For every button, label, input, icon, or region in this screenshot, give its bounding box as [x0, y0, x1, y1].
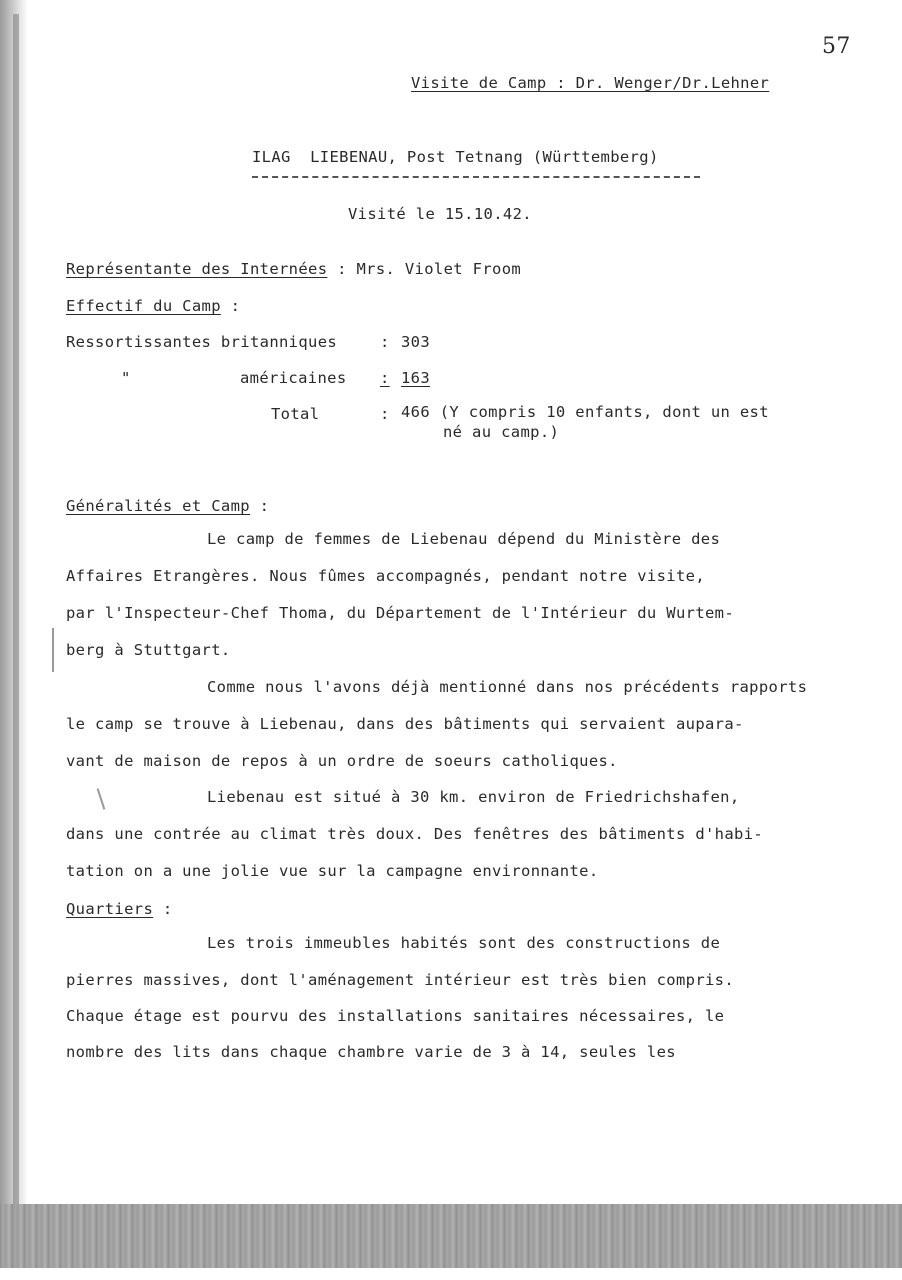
- body-line: Liebenau est situé à 30 km. environ de Friedrichshafen,: [207, 788, 740, 806]
- body-line: tation on a une jolie vue sur la campagne environnante.: [66, 862, 599, 880]
- body-line: dans une contrée au climat très doux. Des fenêtres des bâtiments d'habi-: [66, 825, 764, 843]
- body-line: le camp se trouve à Liebenau, dans des bâtiments qui servaient aupara-: [66, 715, 744, 733]
- body-line: Le camp de femmes de Liebenau dépend du Ministère des: [207, 530, 721, 548]
- camp-title: ILAG LIEBENAU, Post Tetnang (Württemberg): [252, 148, 659, 166]
- strength-heading-line: [66, 297, 240, 315]
- body-line: par l'Inspecteur-Chef Thoma, du Département de l'Intérieur du Wurtem-: [66, 604, 735, 622]
- representative-value: Mrs. Violet Froom: [356, 260, 522, 278]
- visit-date: Visité le 15.10.42.: [348, 205, 532, 223]
- generalites-heading: Généralités et Camp: [66, 497, 250, 515]
- page-number: 57: [822, 34, 851, 59]
- body-line: Chaque étage est pourvu des installations sanitaires nécessaires, le: [66, 1007, 725, 1025]
- visit-line: Visite de Camp : Dr. Wenger/Dr.Lehner: [411, 74, 770, 92]
- british-count: 303: [401, 333, 431, 351]
- body-line: berg à Stuttgart.: [66, 641, 231, 659]
- scan-speck: [97, 788, 106, 810]
- british-colon: :: [380, 333, 390, 351]
- representative-label: Représentante des Internées: [66, 260, 328, 278]
- body-line: Affaires Etrangères. Nous fûmes accompagnés, pendant notre visite,: [66, 567, 705, 585]
- body-line: Les trois immeubles habités sont des constructions de: [207, 934, 721, 952]
- body-line: nombre des lits dans chaque chambre varie de 3 à 14, seules les: [66, 1043, 676, 1061]
- total-colon: :: [380, 405, 390, 423]
- representative-separator: :: [327, 260, 357, 278]
- body-line: Comme nous l'avons déjà mentionné dans nos précédents rapports: [207, 678, 808, 696]
- quartiers-heading-suffix: :: [153, 900, 173, 918]
- american-label: américaines: [240, 369, 347, 387]
- ditto-mark: ": [121, 369, 131, 387]
- scanner-bottom-margin: [0, 1268, 902, 1280]
- strength-heading-suffix: :: [220, 297, 241, 315]
- generalites-heading-line: [66, 497, 269, 515]
- body-line: pierres massives, dont l'aménagement intérieur est très bien compris.: [66, 971, 735, 989]
- representative-line: [66, 260, 521, 278]
- american-colon: :: [380, 369, 390, 387]
- total-label: Total: [271, 405, 320, 423]
- title-dashed-rule: [252, 176, 700, 178]
- generalites-heading-suffix: :: [249, 497, 270, 515]
- british-label: Ressortissantes britanniques: [66, 333, 338, 351]
- scan-speck: [52, 628, 54, 672]
- total-note-line2: né au camp.): [443, 423, 560, 441]
- binding-shadow: [13, 14, 19, 1204]
- total-value: 466 (Y compris 10 enfants, dont un est: [401, 403, 769, 421]
- american-count: 163: [401, 369, 431, 387]
- body-line: vant de maison de repos à un ordre de soeurs catholiques.: [66, 752, 618, 770]
- quartiers-heading-line: [66, 900, 173, 918]
- strength-heading: Effectif du Camp: [66, 297, 221, 315]
- quartiers-heading: Quartiers: [66, 900, 154, 918]
